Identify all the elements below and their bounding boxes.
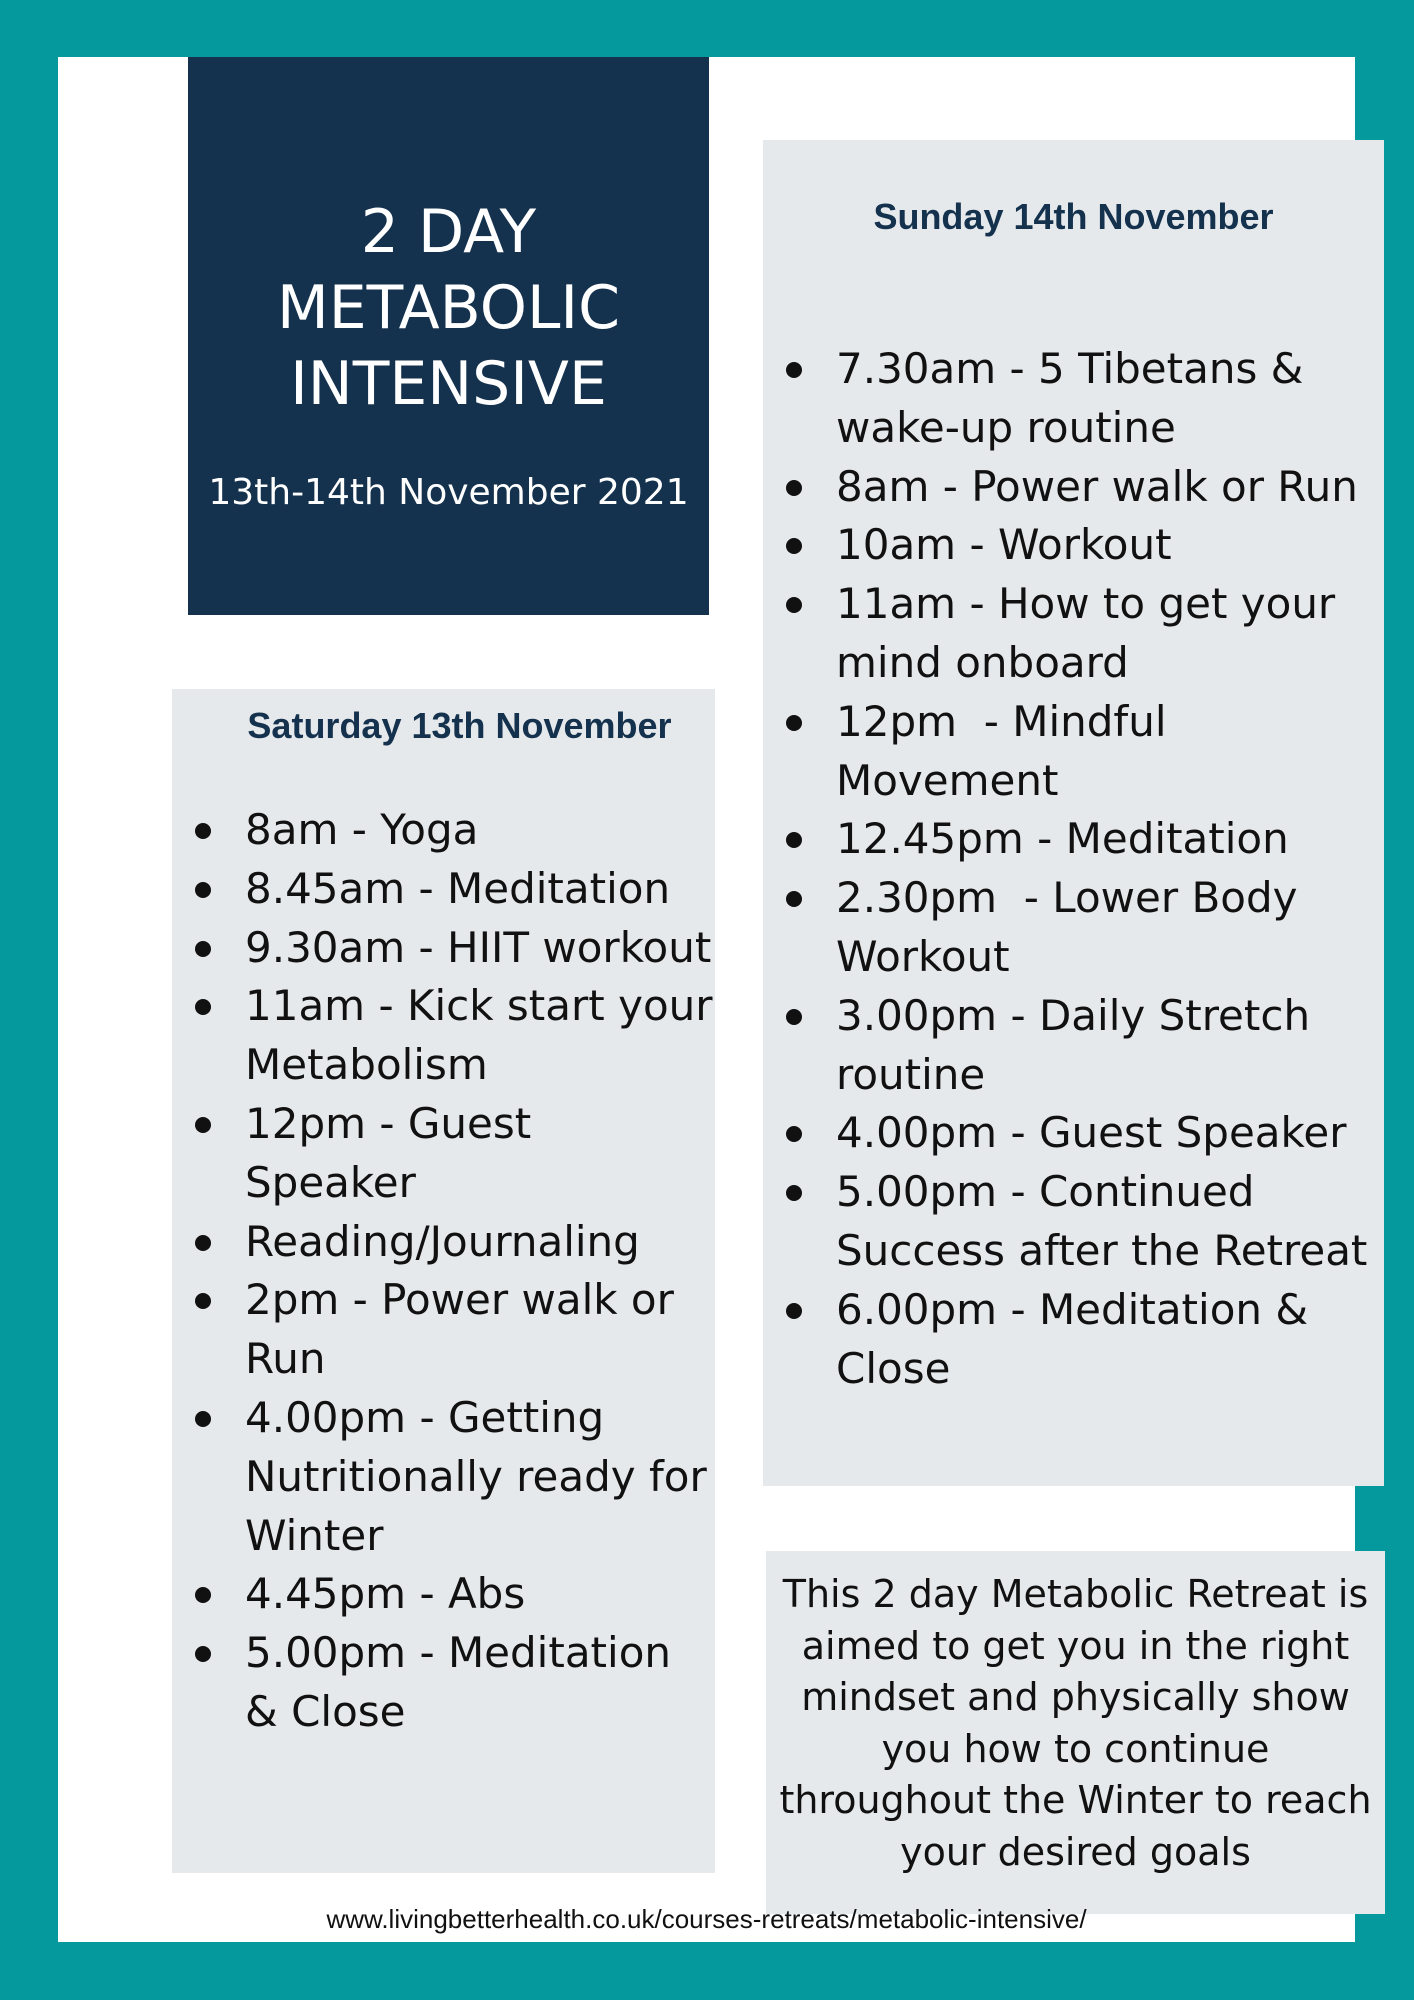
sunday-schedule-list bbox=[763, 340, 1384, 1398]
schedule-item-text: 5.00pm - Continued Success after the Retreat bbox=[836, 1167, 1368, 1275]
schedule-item bbox=[172, 1624, 715, 1742]
bullet-icon bbox=[786, 362, 802, 378]
schedule-item-text: 4.00pm - Getting Nutritionally ready for Winter bbox=[245, 1392, 707, 1560]
bullet-icon bbox=[195, 882, 211, 898]
saturday-schedule-list bbox=[172, 801, 715, 1742]
flyer-page bbox=[58, 57, 1372, 1942]
saturday-heading: Saturday 13th November bbox=[247, 705, 672, 746]
schedule-item-text: 8am - Power walk or Run bbox=[836, 461, 1358, 511]
schedule-item-text: 6.00pm - Meditation & Close bbox=[836, 1284, 1309, 1393]
schedule-item bbox=[172, 1389, 715, 1565]
schedule-item-text: 4.00pm - Guest Speaker bbox=[836, 1108, 1347, 1158]
schedule-item bbox=[763, 987, 1384, 1105]
schedule-item-text: 10am - Workout bbox=[836, 520, 1172, 570]
schedule-item bbox=[763, 340, 1384, 458]
schedule-item-text: 8.45am - Meditation bbox=[245, 863, 671, 913]
bullet-icon bbox=[786, 1303, 802, 1319]
schedule-item-text: 9.30am - HIIT workout bbox=[245, 922, 712, 972]
event-dates: 13th-14th November 2021 bbox=[208, 472, 689, 513]
schedule-item bbox=[172, 1213, 715, 1272]
bullet-icon bbox=[786, 1185, 802, 1201]
schedule-item-text: 12pm - Mindful Movement bbox=[836, 696, 1180, 805]
title-block bbox=[188, 57, 709, 615]
sunday-schedule-panel bbox=[763, 140, 1384, 1486]
schedule-item bbox=[763, 1104, 1384, 1163]
schedule-item-text: 3.00pm - Daily Stretch routine bbox=[836, 990, 1311, 1099]
bullet-icon bbox=[786, 1009, 802, 1025]
schedule-item-text: 2.30pm - Lower Body Workout bbox=[836, 873, 1311, 981]
bullet-icon bbox=[786, 538, 802, 554]
schedule-item bbox=[763, 1281, 1384, 1399]
schedule-item bbox=[763, 869, 1384, 987]
about-panel bbox=[766, 1551, 1385, 1914]
schedule-item-text: 5.00pm - Meditation & Close bbox=[245, 1628, 672, 1736]
schedule-item bbox=[763, 693, 1384, 811]
schedule-item-text: 11am - Kick start your Metabolism bbox=[245, 981, 713, 1090]
bullet-icon bbox=[195, 1235, 211, 1251]
schedule-item-text: 12pm - Guest Speaker bbox=[245, 1098, 532, 1207]
about-text: This 2 day Metabolic Retreat is aimed to get you in the right mindset and physically show you how to continue throughout the Winter to reach your desired goals bbox=[779, 1572, 1372, 1874]
schedule-item bbox=[172, 919, 715, 978]
saturday-schedule-panel bbox=[172, 689, 715, 1873]
schedule-item bbox=[763, 516, 1384, 575]
bullet-icon bbox=[786, 480, 802, 496]
footer-url[interactable]: www.livingbetterhealth.co.uk/courses-retreats/metabolic-intensive/ bbox=[326, 1904, 1087, 1934]
schedule-item bbox=[763, 458, 1384, 517]
bullet-icon bbox=[786, 1126, 802, 1142]
schedule-item bbox=[172, 1565, 715, 1624]
bullet-icon bbox=[786, 715, 802, 731]
event-title-line: INTENSIVE bbox=[290, 349, 607, 419]
bullet-icon bbox=[786, 832, 802, 848]
bullet-icon bbox=[195, 1411, 211, 1427]
schedule-item-text: 2pm - Power walk or Run bbox=[245, 1275, 674, 1384]
schedule-item-text: 4.45pm - Abs bbox=[245, 1569, 526, 1619]
bullet-icon bbox=[195, 1293, 211, 1309]
event-title-line: METABOLIC bbox=[276, 273, 621, 343]
schedule-item-text: 11am - How to get your mind onboard bbox=[836, 579, 1336, 687]
bullet-icon bbox=[195, 941, 211, 957]
sunday-heading: Sunday 14th November bbox=[873, 196, 1274, 237]
schedule-item bbox=[172, 1095, 715, 1213]
bullet-icon bbox=[786, 597, 802, 613]
schedule-item-text: 12.45pm - Meditation bbox=[836, 814, 1289, 864]
schedule-item bbox=[763, 575, 1384, 693]
schedule-item-text: 8am - Yoga bbox=[245, 805, 479, 854]
event-title-line: 2 DAY bbox=[360, 197, 537, 267]
schedule-item bbox=[763, 810, 1384, 869]
schedule-item bbox=[172, 977, 715, 1095]
schedule-item bbox=[763, 1163, 1384, 1281]
schedule-item-text: Reading/Journaling bbox=[245, 1216, 640, 1266]
event-title bbox=[188, 194, 709, 422]
bullet-icon bbox=[195, 1646, 211, 1662]
bullet-icon bbox=[195, 823, 211, 839]
bullet-icon bbox=[786, 891, 802, 907]
bullet-icon bbox=[195, 1117, 211, 1133]
schedule-item bbox=[172, 1271, 715, 1389]
schedule-item bbox=[172, 860, 715, 919]
bullet-icon bbox=[195, 999, 211, 1015]
bullet-icon bbox=[195, 1587, 211, 1603]
schedule-item bbox=[172, 801, 715, 860]
schedule-item-text: 7.30am - 5 Tibetans & wake-up routine bbox=[836, 344, 1304, 452]
